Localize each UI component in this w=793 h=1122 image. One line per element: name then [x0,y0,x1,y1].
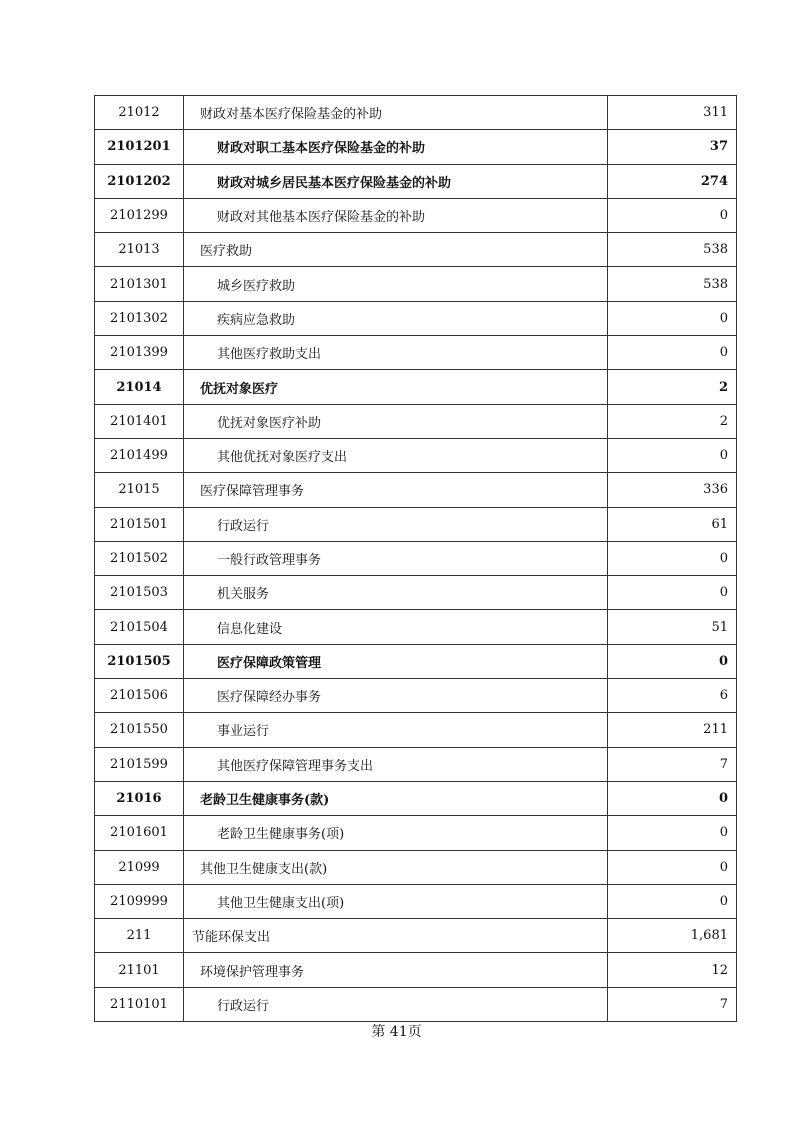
name-cell: 财政对其他基本医疗保险基金的补助 [184,198,608,232]
amount-cell: 311 [608,96,737,130]
amount-cell: 2 [608,370,737,404]
code-cell: 2101401 [95,404,184,438]
amount-cell: 0 [608,781,737,815]
code-cell: 21012 [95,96,184,130]
amount-cell: 37 [608,130,737,164]
name-cell: 优抚对象医疗 [184,370,608,404]
amount-cell: 2 [608,404,737,438]
table-row [95,370,737,404]
name-cell: 环境保护管理事务 [184,953,608,987]
name-cell: 信息化建设 [184,610,608,644]
code-cell: 21015 [95,473,184,507]
amount-cell: 538 [608,267,737,301]
code-cell: 2101202 [95,164,184,198]
table-row [95,610,737,644]
code-cell: 2101301 [95,267,184,301]
name-cell: 一般行政管理事务 [184,541,608,575]
code-cell: 2101502 [95,541,184,575]
amount-cell: 61 [608,507,737,541]
table-row [95,541,737,575]
table-row [95,987,737,1021]
name-cell: 优抚对象医疗补助 [184,404,608,438]
table-row [95,850,737,884]
code-cell: 2101503 [95,576,184,610]
name-cell: 老龄卫生健康事务(项) [184,816,608,850]
name-cell: 节能环保支出 [184,919,608,953]
name-cell: 事业运行 [184,713,608,747]
name-cell: 医疗救助 [184,233,608,267]
table-row [95,713,737,747]
table-body [95,96,737,1022]
code-cell: 2101302 [95,301,184,335]
table-row [95,404,737,438]
amount-cell: 0 [608,816,737,850]
name-cell: 其他卫生健康支出(款) [184,850,608,884]
code-cell: 21014 [95,370,184,404]
name-cell: 财政对职工基本医疗保险基金的补助 [184,130,608,164]
amount-cell: 1,681 [608,919,737,953]
code-cell: 2101201 [95,130,184,164]
name-cell: 其他医疗保障管理事务支出 [184,747,608,781]
table-row [95,816,737,850]
amount-cell: 12 [608,953,737,987]
table-row [95,679,737,713]
code-cell: 2101299 [95,198,184,232]
name-cell: 医疗保障经办事务 [184,679,608,713]
budget-table [94,95,737,1022]
table-row [95,301,737,335]
name-cell: 其他卫生健康支出(项) [184,884,608,918]
amount-cell: 211 [608,713,737,747]
amount-cell: 336 [608,473,737,507]
amount-cell: 0 [608,850,737,884]
amount-cell: 274 [608,164,737,198]
name-cell: 机关服务 [184,576,608,610]
table-row [95,884,737,918]
amount-cell: 0 [608,576,737,610]
name-cell: 医疗保障政策管理 [184,644,608,678]
name-cell: 行政运行 [184,987,608,1021]
name-cell: 其他优抚对象医疗支出 [184,438,608,472]
table-row [95,198,737,232]
code-cell: 2109999 [95,884,184,918]
name-cell: 行政运行 [184,507,608,541]
amount-cell: 0 [608,198,737,232]
name-cell: 老龄卫生健康事务(款) [184,781,608,815]
code-cell: 2101501 [95,507,184,541]
code-cell: 2101499 [95,438,184,472]
page-number: 第 41页 [371,1024,422,1040]
name-cell: 城乡医疗救助 [184,267,608,301]
code-cell: 21013 [95,233,184,267]
name-cell: 财政对基本医疗保险基金的补助 [184,96,608,130]
table-row [95,336,737,370]
amount-cell: 0 [608,301,737,335]
table-row [95,507,737,541]
amount-cell: 6 [608,679,737,713]
table-row [95,576,737,610]
amount-cell: 0 [608,884,737,918]
table-row [95,96,737,130]
code-cell: 2101505 [95,644,184,678]
code-cell: 2101599 [95,747,184,781]
table-row [95,473,737,507]
amount-cell: 51 [608,610,737,644]
code-cell: 211 [95,919,184,953]
code-cell: 2110101 [95,987,184,1021]
table-row [95,747,737,781]
table-row [95,644,737,678]
name-cell: 医疗保障管理事务 [184,473,608,507]
amount-cell: 0 [608,541,737,575]
table-row [95,267,737,301]
code-cell: 2101399 [95,336,184,370]
amount-cell: 0 [608,644,737,678]
table-row [95,130,737,164]
amount-cell: 538 [608,233,737,267]
name-cell: 其他医疗救助支出 [184,336,608,370]
code-cell: 21101 [95,953,184,987]
table-row [95,781,737,815]
amount-cell: 0 [608,438,737,472]
amount-cell: 7 [608,987,737,1021]
amount-cell: 0 [608,336,737,370]
amount-cell: 7 [608,747,737,781]
code-cell: 2101550 [95,713,184,747]
code-cell: 21099 [95,850,184,884]
code-cell: 2101506 [95,679,184,713]
code-cell: 21016 [95,781,184,815]
name-cell: 疾病应急救助 [184,301,608,335]
table-row [95,438,737,472]
table-row [95,233,737,267]
table-row [95,164,737,198]
table-row [95,919,737,953]
code-cell: 2101504 [95,610,184,644]
code-cell: 2101601 [95,816,184,850]
table-row [95,953,737,987]
name-cell: 财政对城乡居民基本医疗保险基金的补助 [184,164,608,198]
